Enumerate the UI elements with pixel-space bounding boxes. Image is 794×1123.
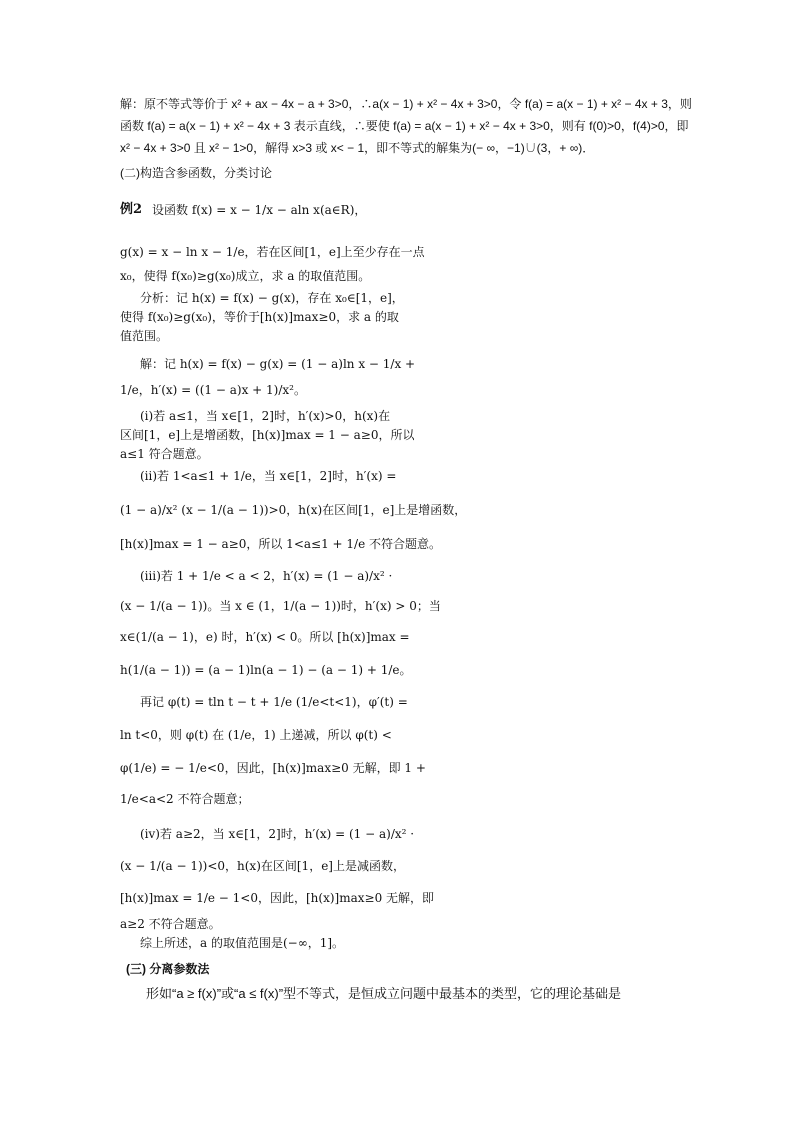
intro-line-3: x² − 4x + 3>0 且 x² − 1>0，解得 x>3 或 x< − 1，即不等式的解集为(− ∞，−1)∪(3，+ ∞)． bbox=[120, 141, 595, 155]
section3-heading: (三) 分离参数法 bbox=[126, 962, 210, 976]
case3-line-3: x∈(1/(a − 1)，e) 时，h′(x) < 0。所以 [h(x)]max = bbox=[120, 630, 410, 644]
example2-statement-3: x₀，使得 f(x₀)≥g(x₀)成立，求 a 的取值范围。 bbox=[120, 269, 371, 283]
section2-heading: (二)构造含参函数，分类讨论 bbox=[120, 166, 272, 180]
phi-line-2: ln t<0，则 φ(t) 在 (1/e，1) 上递减，所以 φ(t) < bbox=[120, 728, 392, 742]
example2-statement-2: g(x) = x − ln x − 1/e，若在区间[1，e]上至少存在一点 bbox=[120, 245, 425, 259]
phi-line-4: 1/e<a<2 不符合题意； bbox=[120, 792, 250, 806]
case1-line-3: a≤1 符合题意。 bbox=[120, 447, 209, 461]
intro-line-1: 解：原不等式等价于 x² + ax − 4x − a + 3>0，∴a(x − 1) + x² − 4x + 3>0，令 f(a) = a(x − 1) + x² − 4x + 3，则 bbox=[120, 97, 692, 111]
analysis-line-1: 分析：记 h(x) = f(x) − g(x)，存在 x₀∈[1，e]， bbox=[140, 291, 404, 305]
case3-line-4: h(1/(a − 1)) = (a − 1)ln(a − 1) − (a − 1) + 1/e。 bbox=[120, 663, 412, 677]
case1-line-1: (ⅰ)若 a≤1，当 x∈[1，2]时，h′(x)>0，h(x)在 bbox=[140, 409, 391, 423]
case2-line-1: (ⅱ)若 1<a≤1 + 1/e，当 x∈[1，2]时，h′(x) = bbox=[140, 469, 397, 483]
conclusion-line: 综上所述，a 的取值范围是(−∞，1]。 bbox=[140, 936, 345, 950]
intro-line-2: 函数 f(a) = a(x − 1) + x² − 4x + 3 表示直线，∴要使 f(a) = a(x − 1) + x² − 4x + 3>0，则有 f(0)>0，f(4)>0，即 bbox=[120, 119, 689, 133]
case3-line-2: (x − 1/(a − 1))。当 x ∈ (1，1/(a − 1))时，h′(x) > 0；当 bbox=[120, 599, 441, 613]
section3-text: 形如“a ≥ f(x)”或“a ≤ f(x)”型不等式，是恒成立问题中最基本的类型，它的理论基础是 bbox=[146, 986, 622, 1001]
case4-line-1: (ⅳ)若 a≥2，当 x∈[1，2]时，h′(x) = (1 − a)/x² · bbox=[140, 827, 415, 841]
case3-line-1: (ⅲ)若 1 + 1/e < a < 2，h′(x) = (1 − a)/x² · bbox=[140, 569, 393, 583]
analysis-line-2: 使得 f(x₀)≥g(x₀)，等价于[h(x)]max≥0，求 a 的取 bbox=[120, 310, 399, 324]
solution-line-1: 解：记 h(x) = f(x) − g(x) = (1 − a)ln x − 1/x + bbox=[140, 357, 416, 371]
example2-statement-1: 设函数 f(x) = x − 1/x − aln x(a∈R)， bbox=[152, 203, 367, 217]
example2-label: 例2 bbox=[120, 202, 143, 217]
phi-line-1: 再记 φ(t) = tln t − t + 1/e (1/e<t<1)，φ′(t) = bbox=[140, 695, 408, 709]
case2-line-3: [h(x)]max = 1 − a≥0，所以 1<a≤1 + 1/e 不符合题意。 bbox=[120, 537, 441, 551]
case4-line-2: (x − 1/(a − 1))<0，h(x)在区间[1，e]上是减函数， bbox=[120, 859, 405, 873]
analysis-line-3: 值范围。 bbox=[120, 329, 169, 343]
case4-line-3: [h(x)]max = 1/e − 1<0，因此，[h(x)]max≥0 无解，即 bbox=[120, 891, 435, 905]
case1-line-2: 区间[1，e]上是增函数，[h(x)]max = 1 − a≥0，所以 bbox=[120, 428, 415, 442]
phi-line-3: φ(1/e) = − 1/e<0，因此，[h(x)]max≥0 无解，即 1 + bbox=[120, 761, 426, 775]
solution-line-2: 1/e，h′(x) = ((1 − a)x + 1)/x²。 bbox=[120, 383, 306, 397]
case4-line-4: a≥2 不符合题意。 bbox=[120, 917, 221, 931]
case2-line-2: (1 − a)/x² (x − 1/(a − 1))>0，h(x)在区间[1，e]上是增函数， bbox=[120, 503, 467, 517]
